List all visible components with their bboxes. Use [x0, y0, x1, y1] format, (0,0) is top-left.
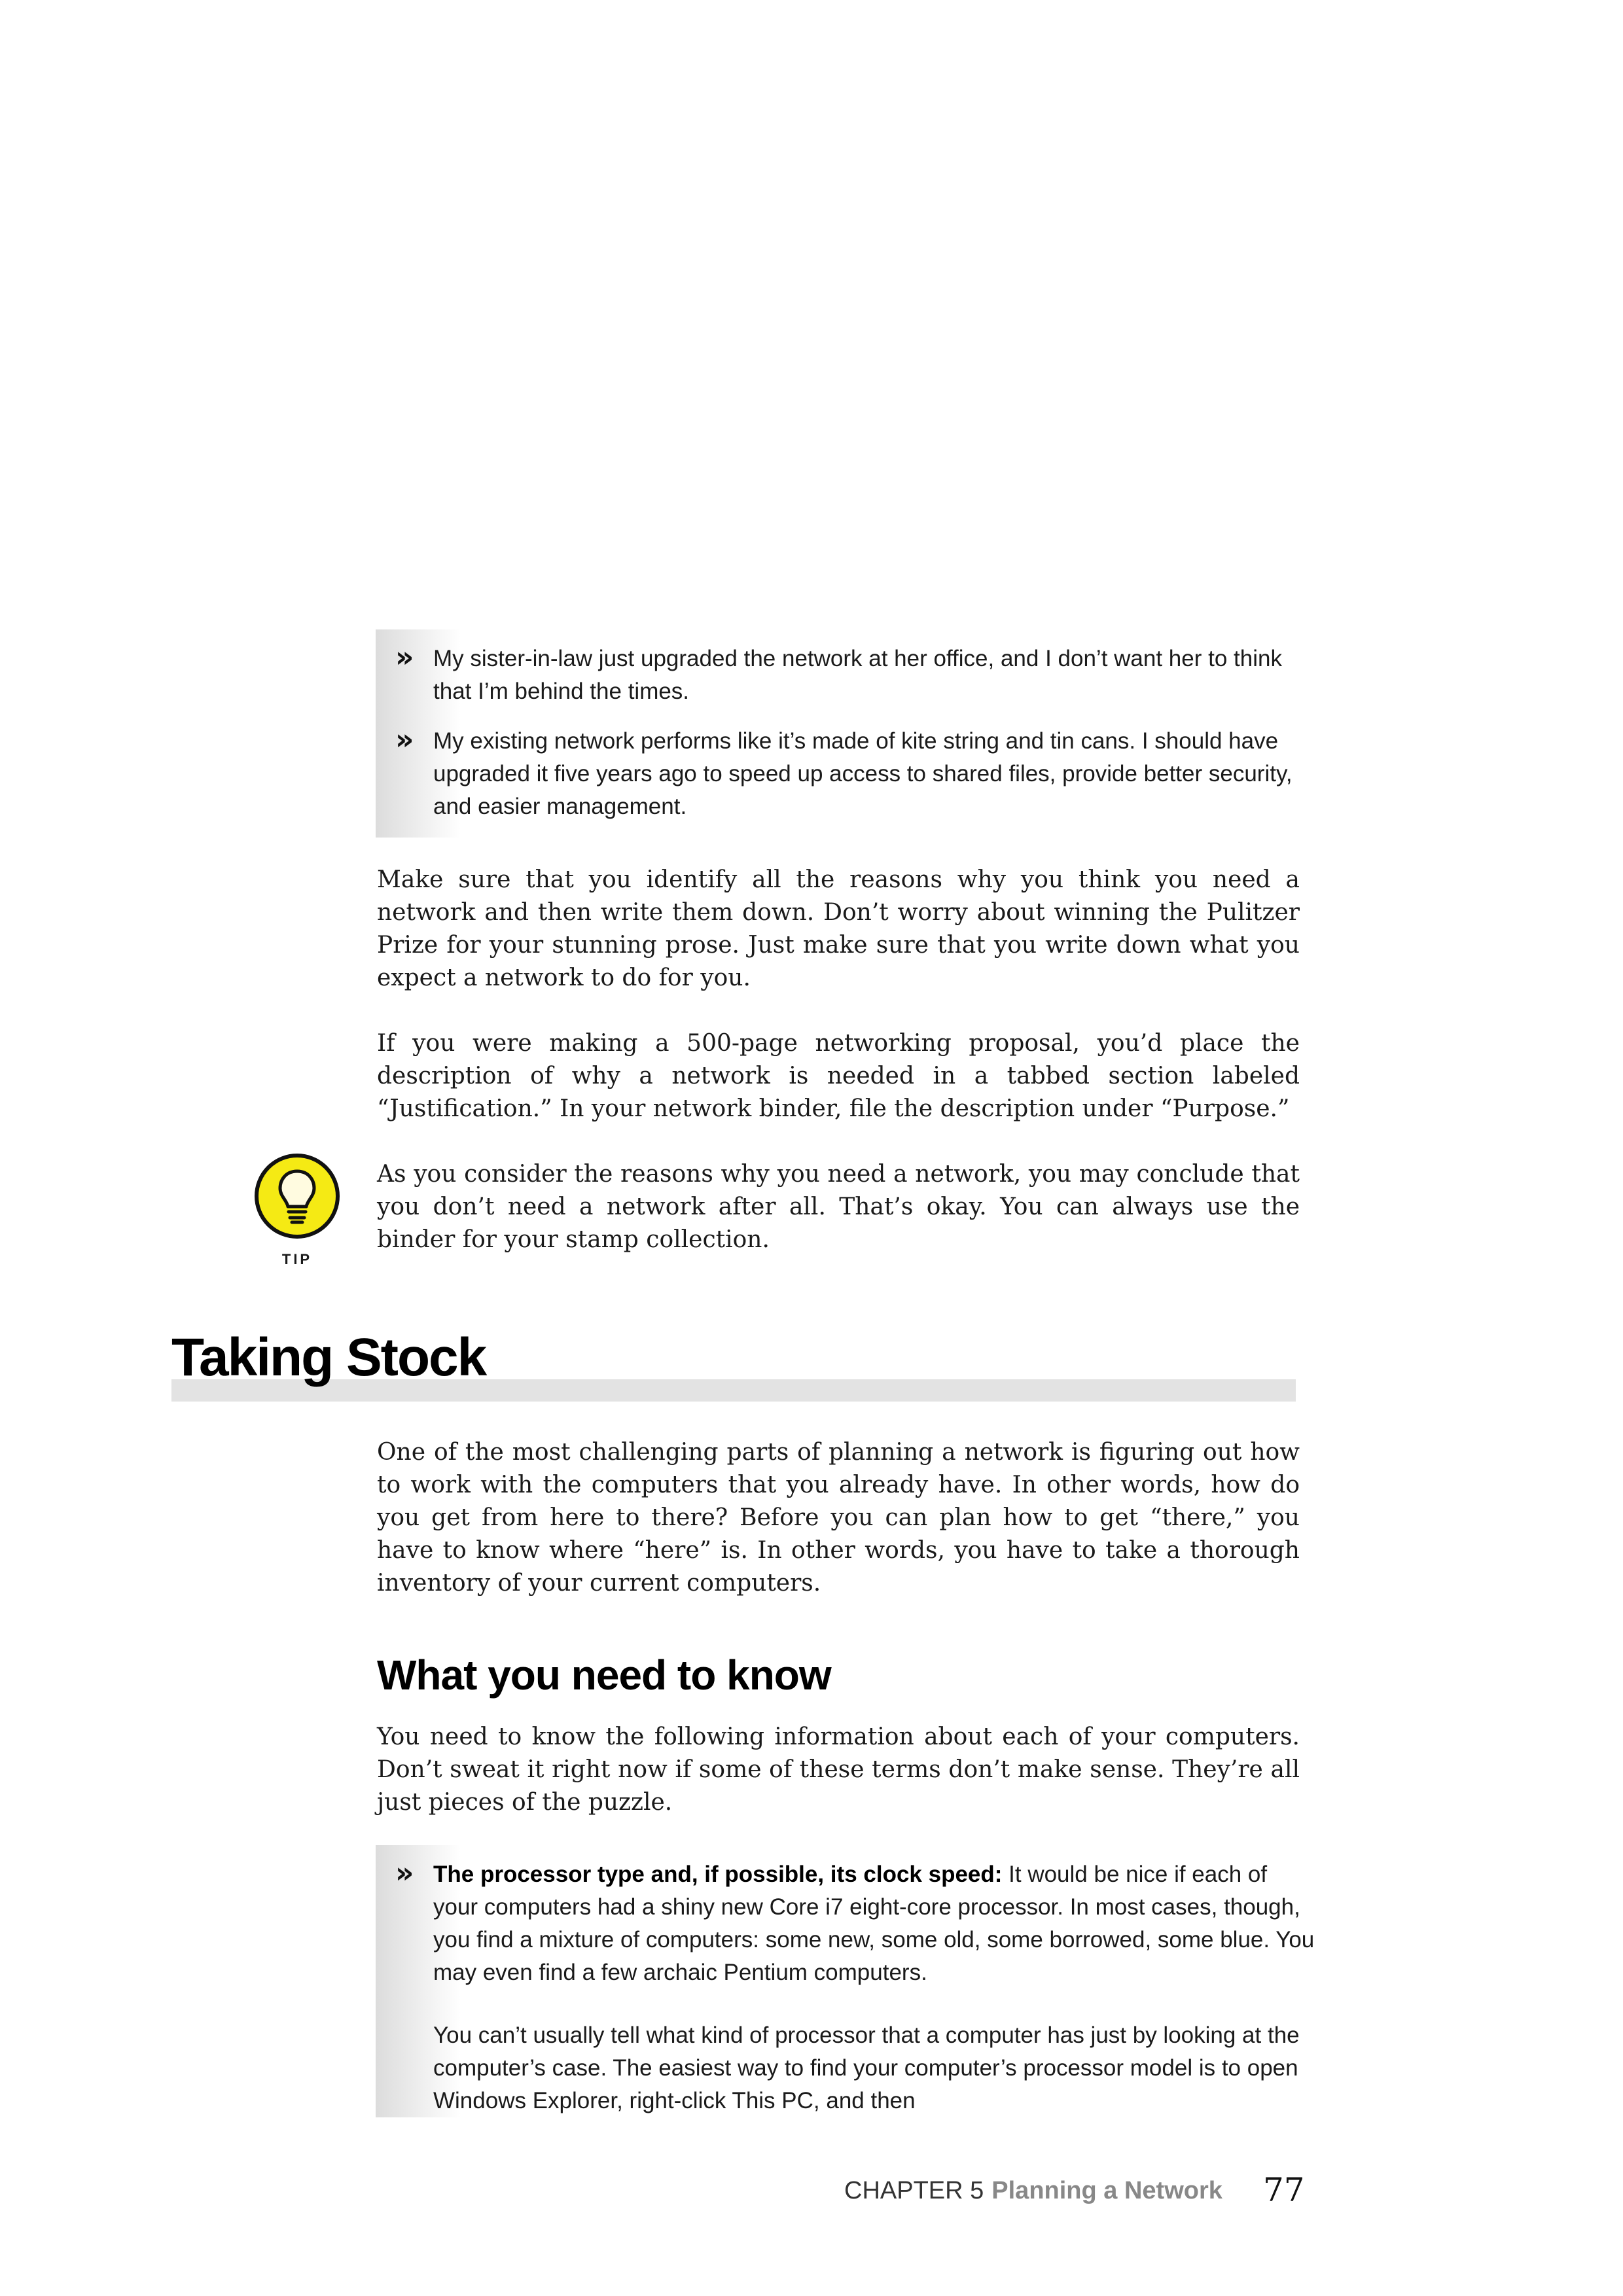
list-item	[395, 641, 1317, 708]
bottom-bullet-list	[376, 1845, 1315, 2117]
subsection-heading: What you need to know	[377, 1651, 831, 1699]
list-item-text: You can’t usually tell what kind of processor that a computer has just by looking at the computer’s case. The easiest way to find your computer’s processor model is to open Windows Explorer, right-click This PC, and then	[433, 2022, 1300, 2113]
chapter-number: CHAPTER 5	[844, 2177, 984, 2204]
paragraph: One of the most challenging parts of planning a network is figuring out how to work with the computers that you already have. In other words, how do you get from here to there? Before you can plan how to get “there,” you have to know where “here” is. In other words, you have to take a thorough inventory of your current computers.	[377, 1439, 1300, 1597]
section-heading: Taking Stock	[171, 1328, 486, 1387]
chevron-right-icon: »	[395, 641, 414, 674]
paragraph: You need to know the following information about each of your computers. Don’t sweat it right now if some of these terms don’t make sense. They’re all just pieces of the puzzle.	[377, 1723, 1300, 1816]
list-item-text: My existing network performs like it’s made of kite string and tin cans. I should have upgraded it five years ago to speed up access to shared files, provide better security, and easier management.	[433, 728, 1293, 819]
list-item-continuation	[433, 2019, 1317, 2117]
chevron-right-icon: »	[395, 723, 414, 756]
page-number: 77	[1263, 2171, 1305, 2209]
tip-text: As you consider the reasons why you need a network, you may conclude that you don’t need a network after all. That’s okay. You can always use the binder for your stamp collection.	[377, 1161, 1300, 1253]
list-item-text: It would be nice if each of your computers had a shiny new Core i7 eight-core processor. In most cases, though, you find a mixture of computers: some new, some old, some borrowed, some blue. You may even find a few archaic Pentium computers.	[433, 1862, 1315, 1985]
list-item	[395, 1856, 1317, 1989]
footer-chapter	[844, 2177, 1222, 2205]
list-item-text: My sister-in-law just upgraded the network at her office, and I don’t want her to think that I’m behind the times.	[433, 646, 1282, 704]
paragraph: If you were making a 500-page networking proposal, you’d place the description of why a network is needed in a tabbed section labeled “Justification.” In your network binder, file the description under “Purpose.”	[377, 1030, 1300, 1122]
lightbulb-icon	[254, 1153, 340, 1239]
list-item-lead: The processor type and, if possible, its clock speed:	[433, 1862, 1003, 1887]
top-bullet-list	[376, 629, 1292, 838]
paragraph: Make sure that you identify all the reasons why you think you need a network and then write them down. Don’t worry about winning the Pulitzer Prize for your stunning prose. Just make sure that you write down what you expect a network to do for you.	[377, 866, 1300, 991]
list-item	[395, 723, 1317, 823]
tip-label: TIP	[281, 1251, 313, 1267]
chevron-right-icon: »	[395, 1856, 414, 1890]
chapter-title: Planning a Network	[991, 2177, 1222, 2204]
